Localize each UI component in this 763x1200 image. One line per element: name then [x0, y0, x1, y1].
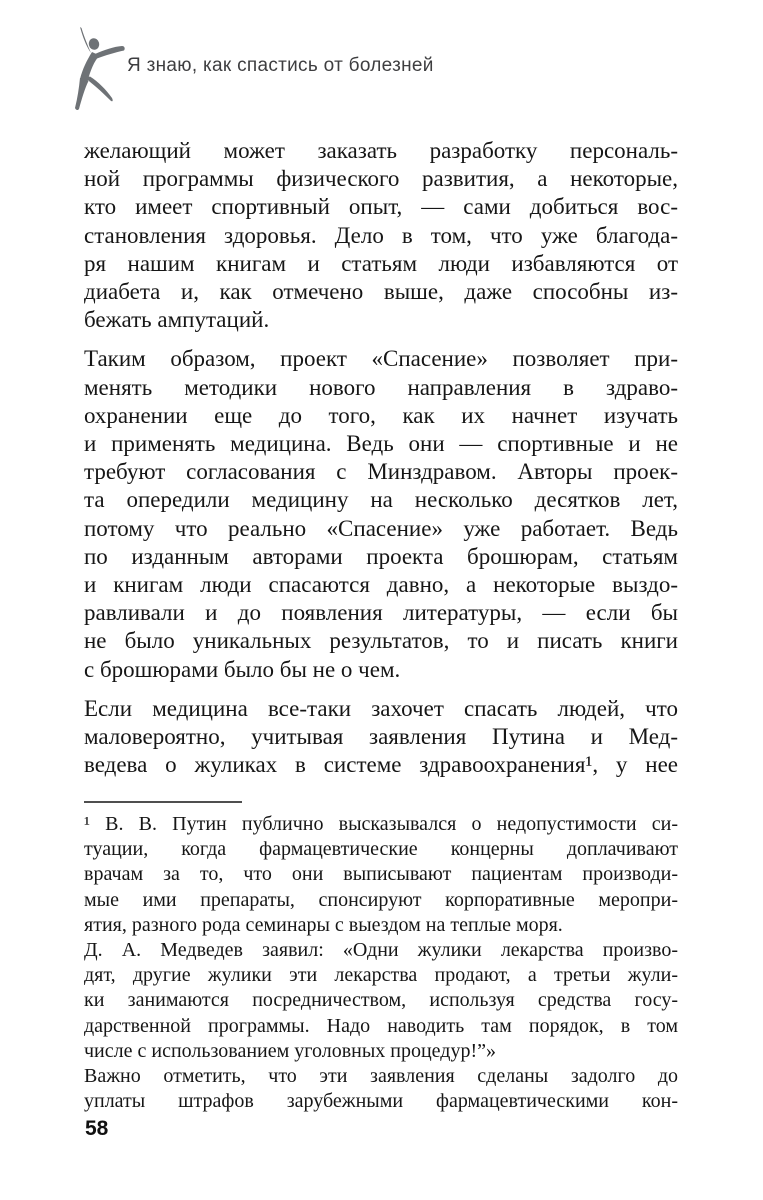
text-line: Если медицина все-таки захочет спасать людей, что: [84, 695, 678, 721]
text-line: потому что реально «Спасение» уже работает. Ведь: [84, 515, 678, 541]
footnote-separator: [84, 801, 242, 803]
text-line: дят, другие жулики эти лекарства продают, а третьи жули-: [84, 964, 678, 987]
text-line: требуют согласования с Минздравом. Авторы проек-: [84, 459, 678, 485]
text-line: Важно отметить, что эти заявления сделаны задолго до: [84, 1065, 678, 1088]
text-line: ря нашим книгам и статьям люди избавляются от: [84, 250, 678, 276]
text-line: и применять медицина. Ведь они — спортивные и не: [84, 431, 678, 457]
footnote: [84, 801, 678, 1114]
text-line: становления здоровья. Дело в том, что уже благода-: [84, 222, 678, 248]
body-text: [84, 137, 678, 779]
paragraph: [84, 695, 678, 780]
paragraph: [84, 1064, 678, 1114]
paragraph: [84, 812, 678, 938]
text-line: охранении еще до того, как их начнет изучать: [84, 402, 678, 428]
text-line: Таким образом, проект «Спасение» позволяет при-: [84, 346, 678, 372]
text-line: желающий может заказать разработку персональ-: [84, 138, 678, 163]
page-number: 58: [85, 1117, 109, 1140]
text-line: кто имеет спортивный опыт, — сами добиться вос-: [84, 194, 678, 220]
text-line: туации, когда фармацевтические концерны доплачивают: [84, 838, 678, 861]
text-line: маловероятно, учитывая заявления Путина и Мед-: [84, 724, 678, 750]
text-line: та опередили медицину на несколько десятков лет,: [84, 487, 678, 513]
text-line: по изданным авторами проекта брошюрам, статьям: [84, 543, 678, 569]
text-line: не было уникальных результатов, то и писать книги: [84, 628, 678, 654]
text-line: дарственной программы. Надо наводить там порядок, в том: [84, 1014, 678, 1037]
text-line: ятия, разного рода семинары с выездом на теплые моря.: [84, 913, 563, 936]
text-line: бежать ампутаций.: [84, 307, 270, 333]
paragraph: [84, 137, 678, 334]
text-line: числе с использованием уголовных процедур!”»: [84, 1039, 497, 1062]
leaping-figure-icon: [72, 26, 130, 112]
footnote-text: [84, 812, 678, 1114]
running-title: Я знаю, как спастись от болезней: [127, 55, 434, 76]
paragraph: [84, 345, 678, 683]
text-line: Д. А. Медведев заявил: «Одни жулики лекарства произво-: [84, 939, 678, 962]
text-line: врачам за то, что они выписывают пациентам производи-: [84, 863, 678, 886]
text-line: ной программы физического развития, а некоторые,: [84, 166, 678, 192]
text-line: мые ими препараты, спонсируют корпоративные меропри-: [84, 888, 678, 911]
text-line: и книгам люди спасаются давно, а некоторые выздо-: [84, 572, 678, 598]
text-line: ки занимаются посредничеством, используя средства госу-: [84, 989, 678, 1012]
text-line: ведева о жуликах в системе здравоохранения¹, у нее: [84, 752, 678, 778]
text-line: ¹ В. В. Путин публично высказывался о недопустимости си-: [84, 813, 678, 835]
text-line: с брошюрами было бы не о чем.: [84, 656, 401, 682]
text-line: равливали и до появления литературы, — если бы: [84, 600, 678, 626]
text-line: уплаты штрафов зарубежными фармацевтическими кон-: [84, 1090, 678, 1113]
text-line: диабета и, как отмечено выше, даже способны из-: [84, 279, 678, 305]
paragraph: [84, 938, 678, 1064]
text-line: менять методики нового направления в здраво-: [84, 374, 678, 400]
